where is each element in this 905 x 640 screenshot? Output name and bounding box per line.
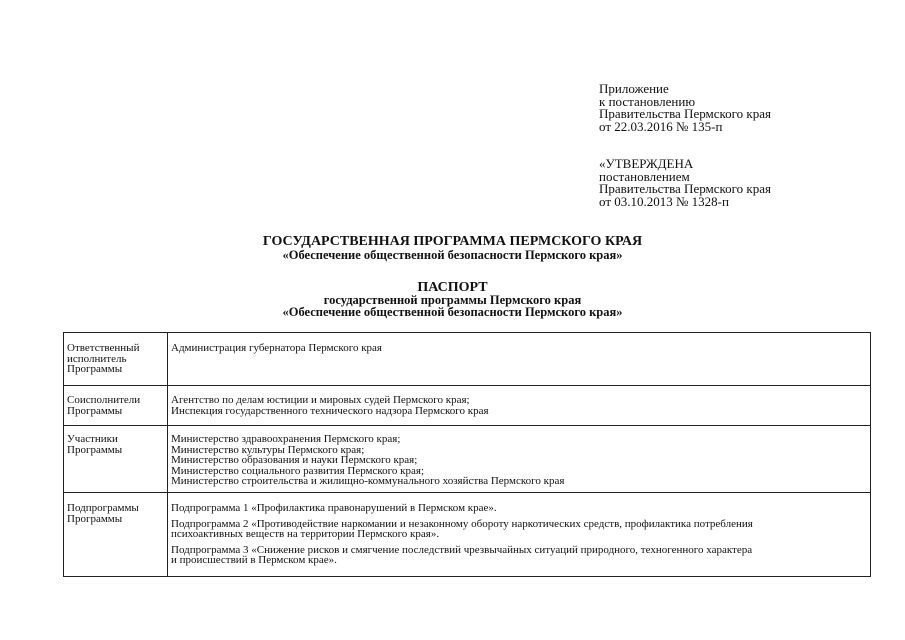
approval-block	[599, 158, 771, 208]
row-label-cell	[64, 333, 168, 386]
passport-subheading-line: государственной программы Пермского края	[323, 293, 582, 307]
row-value-cell	[168, 426, 871, 493]
table-row	[64, 426, 871, 493]
table-row	[64, 333, 871, 386]
row-value-line: Министерство культуры Пермского края;	[171, 443, 365, 456]
row-value-line: психоактивных веществ на территории Пермского края».	[171, 528, 440, 540]
row-value-line: Министерство строительства и жилищно-коммунального хозяйства Пермского края	[171, 475, 565, 487]
subprogram-paragraph	[171, 519, 867, 540]
row-value-line: Подпрограмма 1 «Профилактика правонарушений в Пермском крае».	[171, 502, 497, 514]
row-value-line: Подпрограмма 3 «Снижение рисков и смягчение последствий чрезвычайных ситуаций природного, техногенного характера	[171, 543, 753, 556]
passport-subheading-line: «Обеспечение общественной безопасности Пермского края»	[282, 305, 623, 319]
row-label-line: Программы	[67, 512, 123, 525]
approval-line: постановлением	[599, 168, 690, 184]
program-subtitle: «Обеспечение общественной безопасности Пермского края»	[282, 248, 623, 262]
row-value-line: Министерство образования и науки Пермского края;	[171, 454, 418, 466]
row-label-cell	[64, 386, 168, 426]
approval-line: от 03.10.2013 № 1328-п	[599, 193, 729, 209]
appendix-line: к постановлению	[599, 93, 696, 109]
table-row	[64, 493, 871, 577]
row-label-line: Программы	[67, 404, 123, 417]
row-value-line: Агентство по делам юстиции и мировых судей Пермского края;	[171, 394, 470, 406]
row-label-line: Подпрограммы	[67, 502, 139, 514]
row-value-cell	[168, 493, 871, 577]
appendix-block	[599, 83, 771, 133]
program-title: ГОСУДАРСТВЕННАЯ ПРОГРАММА ПЕРМСКОГО КРАЯ	[262, 234, 643, 249]
table-row	[64, 386, 871, 426]
approval-line: «УТВЕРЖДЕНА	[599, 156, 694, 171]
row-value-cell	[168, 386, 871, 426]
row-label-line: Программы	[67, 443, 123, 456]
row-label-line: Программы	[67, 363, 123, 375]
row-value-line: Министерство здравоохранения Пермского края;	[171, 433, 401, 445]
appendix-line: Приложение	[599, 81, 669, 96]
passport-table	[63, 332, 871, 577]
passport-heading: ПАСПОРТ	[417, 280, 488, 295]
approval-line: Правительства Пермского края	[599, 181, 771, 196]
row-label-cell	[64, 426, 168, 493]
row-value-line: Министерство социального развития Пермского края;	[171, 464, 425, 477]
row-value-cell	[168, 333, 871, 386]
subprogram-paragraph	[171, 503, 867, 514]
row-value-line: Инспекция государственного технического надзора Пермского края	[171, 404, 489, 417]
appendix-line: от 22.03.2016 № 135-п	[599, 118, 723, 134]
row-label-line: Ответственный	[67, 342, 140, 354]
row-value-line: Администрация губернатора Пермского края	[171, 342, 382, 354]
row-value-line: и происшествий в Пермском крае».	[171, 554, 337, 566]
row-label-line: Соисполнители	[67, 394, 141, 406]
row-label-line: Участники	[67, 433, 118, 445]
subprogram-paragraph	[171, 545, 867, 566]
row-label-cell	[64, 493, 168, 577]
appendix-line: Правительства Пермского края	[599, 106, 771, 121]
row-value-line: Подпрограмма 2 «Противодействие наркомании и незаконному обороту наркотических средств, профилактика потребления	[171, 517, 753, 530]
row-label-line: исполнитель	[67, 352, 127, 365]
